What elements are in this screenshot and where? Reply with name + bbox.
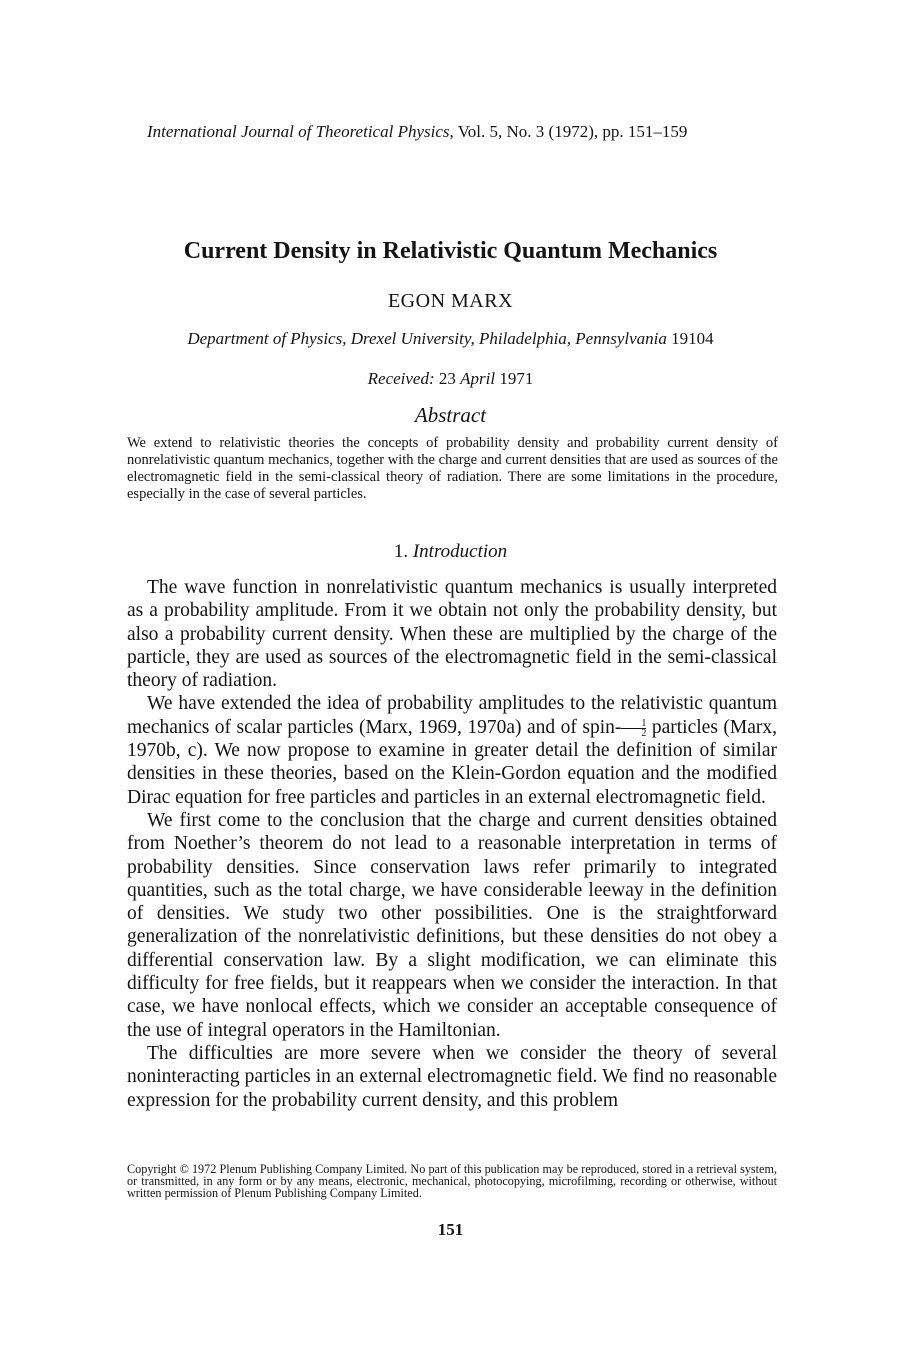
copyright-notice: Copyright © 1972 Plenum Publishing Company Limited. No part of this publication may be reproduced, stored in a retrieval system, or transmitted, in any form or by any means, electronic, mechanical, photocopying, microfilming, recording or otherwise, without written permission of Plenum Publishing Company Limited.	[127, 1162, 777, 1200]
section-heading	[0, 541, 901, 563]
section-title: Introduction	[412, 541, 508, 562]
journal-name: International Journal of Theoretical Physics,	[147, 122, 454, 141]
paragraph-text: We have extended the idea of probability amplitudes to the relativistic quantum mechanics of scalar particles (Marx, 1969, 1970a) and of spin-	[127, 693, 777, 738]
journal-volume-info: Vol. 5, No. 3 (1972), pp. 151–159	[453, 122, 688, 141]
paragraph: The wave function in nonrelativistic quantum mechanics is usually interpreted as a probability amplitude. From it we obtain not only the probability density, but also a probability current density. When these are multiplied by the charge of the particle, they are used as sources of the electromagnetic field in the semi-classical theory of radiation.	[127, 577, 777, 692]
journal-citation	[147, 122, 687, 142]
article-title: Current Density in Relativistic Quantum Mechanics	[183, 238, 718, 264]
abstract-heading: Abstract	[414, 403, 487, 427]
page-number: 151	[437, 1220, 464, 1239]
paragraph	[127, 692, 777, 808]
received-date	[0, 369, 901, 389]
body-text	[127, 576, 777, 1112]
paragraph-text: particles (Marx, 1970b, c). We now propose to examine in greater detail the definition of similar densities in these theories, based on the Klein-Gordon equation and the modified Dirac equation for free particles and particles in an external electromagnetic field.	[127, 716, 777, 808]
author-name: EGON MARX	[387, 290, 514, 312]
received-label: Received:	[367, 369, 435, 388]
affiliation-zip: 19104	[666, 329, 714, 348]
fraction-one-half	[621, 719, 646, 738]
author-affiliation	[0, 329, 901, 349]
paragraph: The difficulties are more severe when we consider the theory of several noninteracting particles in an external electromagnetic field. We find no reasonable expression for the probability current density, and this problem	[127, 1042, 777, 1111]
affiliation-text: Department of Physics, Drexel University, Philadelphia, Pennsylvania	[187, 329, 667, 348]
received-year: 1971	[495, 369, 534, 388]
paragraph: We first come to the conclusion that the charge and current densities obtained from Noether’s theorem do not lead to a reasonable interpretation in terms of probability densities. Since conservation laws refer primarily to integrated quantities, such as the total charge, we have considerable leeway in the definition of densities. We study two other possibilities. One is the straightforward generalization of the nonrelativistic definitions, but these densities do not obey a differential conservation law. By a slight modification, we can eliminate this difficulty for free fields, but it reappears when we consider the interaction. In that case, we have nonlocal effects, which we consider an acceptable consequence of the use of integral operators in the Hamiltonian.	[127, 809, 777, 1041]
abstract-text: We extend to relativistic theories the concepts of probability density and probability current density of nonrelativistic quantum mechanics, together with the charge and current densities that are used as sources of the electromagnetic field in the semi-classical theory of radiation. There are some limitations in the procedure, especially in the case of several particles.	[127, 435, 778, 502]
fraction-denominator: 2	[641, 727, 647, 739]
received-month: April	[460, 369, 496, 388]
received-day: 23	[434, 369, 461, 388]
section-number: 1.	[393, 541, 413, 562]
fraction-numerator: 1	[621, 719, 646, 729]
